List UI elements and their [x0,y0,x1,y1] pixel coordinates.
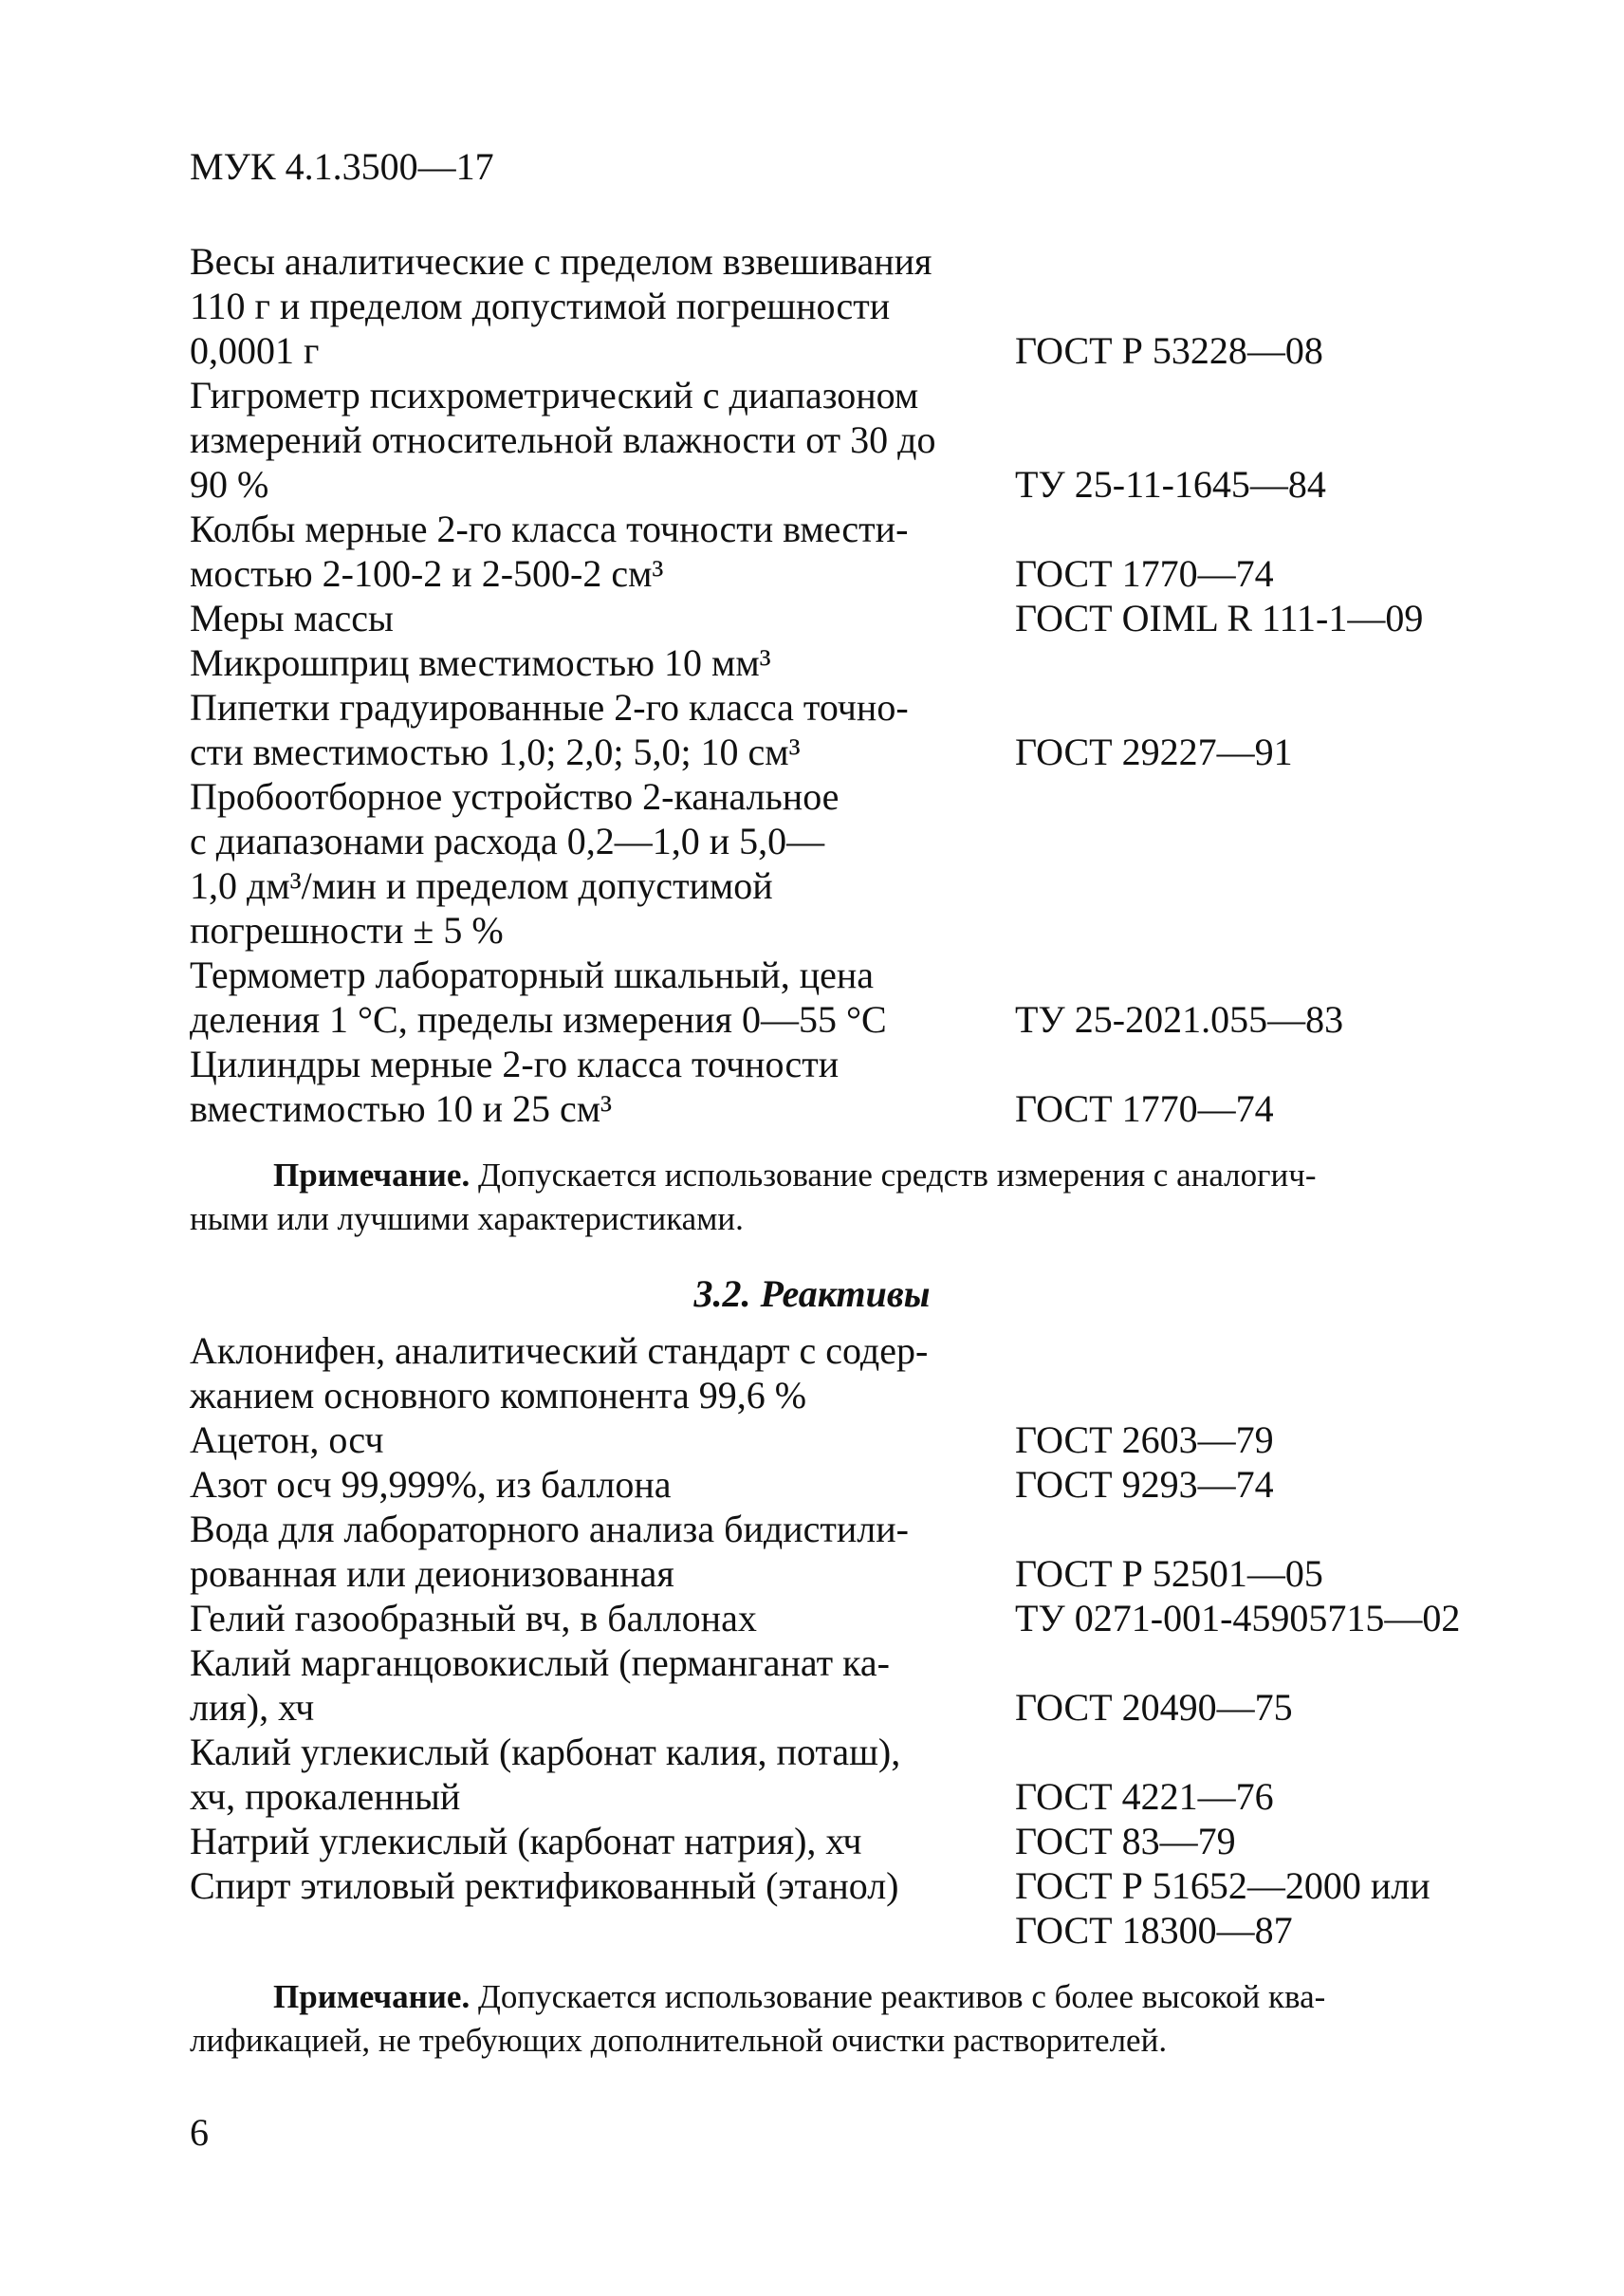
list-item [190,640,1556,685]
item-standard: ГОСТ Р 52501—05 [1015,1552,1323,1595]
item-standard: ТУ 0271-001-45905715—02 [1015,1597,1461,1639]
item-name: Микрошприц вместимостью 10 мм³ [190,641,771,684]
note-instruments [190,1154,1461,1241]
item-standard: ГОСТ 1770—74 [1015,552,1274,595]
item-name: Гигрометр психрометрический с диапазоном измерений относительной влажности от 30 до 90 % [190,374,936,506]
item-name: Колбы мерные 2-го класса точности вмести- мостью 2-100-2 и 2-500-2 см³ [190,508,909,595]
list-item [190,1640,1556,1730]
item-name: Калий углекислый (карбонат калия, поташ), хч, прокаленный [190,1731,901,1818]
list-item [190,1507,1556,1596]
note-text: ными или лучшими характеристиками. [190,1200,744,1237]
item-name: Меры массы [190,597,394,639]
section-title: 3.2. Реактивы [693,1272,931,1315]
item-name: Натрий углекислый (карбонат натрия), хч [190,1820,862,1862]
note-reagents [190,1975,1461,2063]
note-label: Примечание. [273,1978,471,2015]
note-text: Допускается использование реактивов с более высокой ква- [470,1978,1326,2015]
item-standard: ГОСТ 20490—75 [1015,1686,1293,1729]
note-label: Примечание. [273,1157,471,1194]
reagents-list [190,1328,1556,1953]
item-name: Весы аналитические с пределом взвешивания 110 г и пределом допустимой погрешности 0,0001 г [190,240,932,372]
list-item [190,1417,1556,1462]
item-standard: ГОСТ 29227—91 [1015,731,1293,773]
item-name: Цилиндры мерные 2-го класса точности вместимостью 10 и 25 см³ [190,1043,840,1130]
item-standard: ГОСТ Р 53228—08 [1015,329,1323,372]
item-standard: ГОСТ 4221—76 [1015,1775,1274,1818]
list-item [190,774,1556,953]
item-standard: ТУ 25-11-1645—84 [1015,463,1326,506]
list-item [190,685,1556,774]
item-name: Азот осч 99,999%, из баллона [190,1463,672,1506]
list-item [190,1328,1556,1417]
list-item [190,596,1556,640]
instruments-list [190,239,1556,1131]
item-standard: ГОСТ Р 51652—2000 или ГОСТ 18300—87 [1015,1864,1430,1952]
list-item [190,1863,1556,1953]
item-name: Спирт этиловый ректификованный (этанол) [190,1864,899,1907]
item-name: Аклонифен, аналитический стандарт с содер- жанием основного компонента 99,6 % [190,1329,929,1416]
list-item [190,953,1556,1042]
item-standard: ГОСТ 83—79 [1015,1820,1236,1862]
item-name: Пробоотборное устройство 2-канальное с диапазонами расхода 0,2—1,0 и 5,0— 1,0 дм³/мин и пределом допустимой погрешности ± 5 % [190,775,840,952]
list-item [190,1730,1556,1819]
item-name: Калий марганцовокислый (перманганат ка- лия), хч [190,1641,890,1729]
item-standard: ГОСТ 1770—74 [1015,1087,1274,1130]
page-number: 6 [190,2111,209,2154]
document-header: МУК 4.1.3500—17 [190,145,494,188]
list-item [190,239,1556,373]
item-standard: ТУ 25-2021.055—83 [1015,998,1344,1041]
note-text: лификацией, не требующих дополнительной очистки растворителей. [190,2022,1168,2059]
list-item [190,1462,1556,1507]
item-name: Пипетки градуированные 2-го класса точно- сти вместимостью 1,0; 2,0; 5,0; 10 см³ [190,686,909,773]
note-text: Допускается использование средств измерения с аналогич- [470,1157,1317,1194]
list-item [190,1819,1556,1863]
list-item [190,507,1556,596]
list-item [190,373,1556,507]
item-standard: ГОСТ OIML R 111-1—09 [1015,597,1424,639]
list-item [190,1596,1556,1640]
item-name: Гелий газообразный вч, в баллонах [190,1597,757,1639]
item-name: Термометр лабораторный шкальный, цена деления 1 °C, пределы измерения 0—55 °C [190,954,887,1041]
item-name: Вода для лабораторного анализа бидистили- рованная или деионизованная [190,1508,909,1595]
item-standard: ГОСТ 9293—74 [1015,1463,1274,1506]
item-standard: ГОСТ 2603—79 [1015,1418,1274,1461]
list-item [190,1042,1556,1131]
item-name: Ацетон, осч [190,1418,384,1461]
